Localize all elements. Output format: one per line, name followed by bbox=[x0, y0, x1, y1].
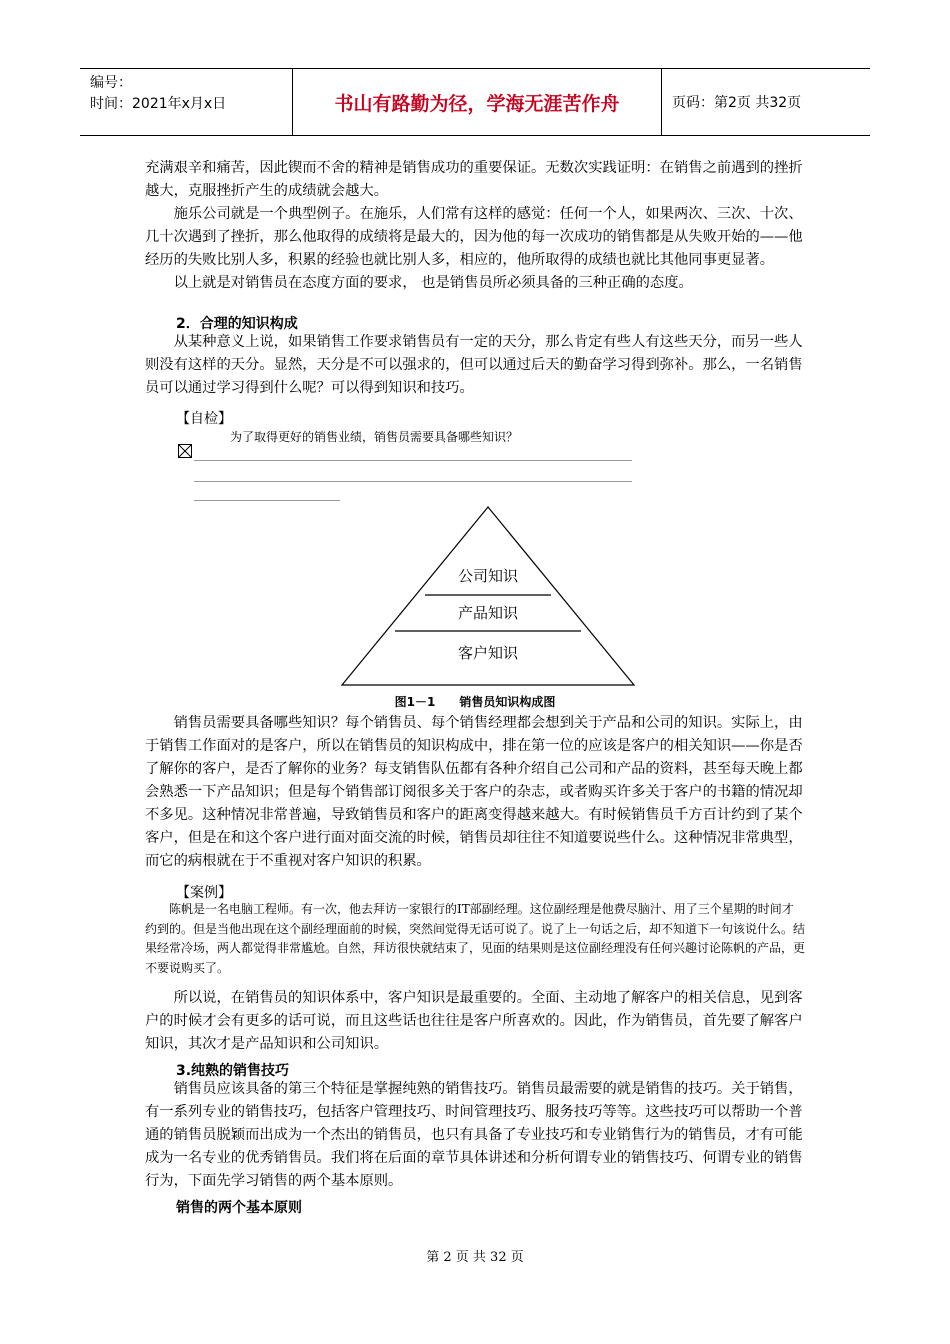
self-check-label: 【自检】 bbox=[176, 411, 232, 427]
paragraph-talent: 从某种意义上说，如果销售工作要求销售员有一定的天分，那么肯定有些人有这些天分，而另一些人则没有这样的天分。显然，天分是不可以强求的，但可以通过后天的勤奋学习得到弥补。那么，一名销售员可以通过学习得到什么呢？可以得到知识和技巧。 bbox=[145, 334, 803, 396]
subheading-two-principles: 销售的两个基本原则 bbox=[176, 1200, 302, 1216]
answer-line-2 bbox=[194, 481, 632, 482]
case-label: 【案例】 bbox=[176, 885, 232, 901]
answer-line-1 bbox=[194, 460, 632, 461]
section-heading-knowledge: 2．合理的知识构成 bbox=[176, 316, 298, 332]
header-time-label: 时间：2021年x月x日 bbox=[90, 96, 227, 112]
paragraph-xerox-example: 施乐公司就是一个典型例子。在施乐，人们常有这样的感觉：任何一个人，如果两次、三次、十次、几十次遇到了挫折，那么他取得的成绩将是最大的，因为他的每一次成功的销售都是从失败开始的——他经历的失败比别人多，积累的经验也就比别人多，相应的，他所取得的成绩也就比其他同事更显著。 bbox=[145, 206, 803, 268]
figure-caption: 图1－1 销售员知识构成图 bbox=[394, 695, 556, 709]
page-header bbox=[80, 68, 870, 136]
paragraph-sales-skills: 销售员应该具备的第三个特征是掌握纯熟的销售技巧。销售员最需要的就是销售的技巧。关于销售，有一系列专业的销售技巧，包括客户管理技巧、时间管理技巧、服务技巧等等。这些技巧可以帮助一个普通的销售员脱颖而出成为一个杰出的销售员，也只有具备了专业技巧和专业销售行为的销售员，才有可能成为一名专业的优秀销售员。我们将在后面的章节具体讲述和分析何谓专业的销售技巧、何谓专业的销售行为，下面先学习销售的两个基本原则。 bbox=[145, 1081, 803, 1189]
header-page-info: 页码：第2页 共32页 bbox=[672, 95, 802, 111]
paragraph-attitude-summary: 以上就是对销售员在态度方面的要求， 也是销售员所必须具备的三种正确的态度。 bbox=[173, 275, 693, 291]
paragraph-customer-knowledge: 销售员需要具备哪些知识？每个销售员、每个销售经理都会想到关于产品和公司的知识。实际上，由于销售工作面对的是客户，所以在销售员的知识构成中，排在第一位的应该是客户的相关知识——你是否了解你的客户，是否了解你的业务？每支销售队伍都有各种介绍自己公司和产品的资料，甚至每天晚上都会熟悉一下产品知识；但是每个销售部订阅很多关于客户的杂志，或者购买许多关于客户的书籍的情况却不多见。这种情况非常普遍，导致销售员和客户的距离变得越来越大。有时候销售员千方百计约到了某个客户，但是在和这个客户进行面对面交流的时候，销售员却往往不知道要说些什么。这种情况非常典型，而它的病根就在于不重视对客户知识的积累。 bbox=[145, 715, 803, 869]
section-heading-skills: 3.纯熟的销售技巧 bbox=[176, 1063, 290, 1079]
knowledge-pyramid bbox=[340, 505, 636, 687]
checkbox-icon bbox=[178, 444, 192, 458]
header-meta bbox=[80, 69, 293, 135]
self-check-question: 为了取得更好的销售业绩，销售员需要具备哪些知识？ bbox=[230, 430, 519, 444]
paragraph-knowledge-priority: 所以说，在销售员的知识体系中，客户知识是最重要的。全面、主动地了解客户的相关信息，见到客户的时候才会有更多的话可说，而且这些话也往往是客户所喜欢的。因此，作为销售员，首先要了解客户知识，其次才是产品知识和公司知识。 bbox=[145, 990, 803, 1052]
header-number-label: 编号： bbox=[90, 75, 132, 91]
pyramid-level-company: 公司知识 bbox=[457, 567, 519, 585]
page-footer: 第 2 页 共 32 页 bbox=[426, 1250, 524, 1265]
pyramid-level-customer: 客户知识 bbox=[457, 644, 519, 662]
pyramid-level-product: 产品知识 bbox=[457, 604, 519, 622]
answer-line-3 bbox=[194, 500, 340, 501]
paragraph-perseverance: 充满艰辛和痛苦，因此锲而不舍的精神是销售成功的重要保证。无数次实践证明：在销售之前遇到的挫折越大，克服挫折产生的成绩就会越大。 bbox=[145, 160, 803, 199]
header-motto: 书山有路勤为径，学海无涯苦作舟 bbox=[293, 69, 662, 135]
case-text: 陈帆是一名电脑工程师。有一次，他去拜访一家银行的IT部副经理。这位副经理是他费尽脑汁、用了三个星期的时间才约到的。但是当他出现在这个副经理面前的时候，突然间觉得无话可说了。说了上一句话之后，却不知道下一句该说什么。结果经常冷场，两人都觉得非常尴尬。自然，拜访很快就结束了，见面的结果则是这位副经理没有任何兴趣讨论陈帆的产品，更不要说购买了。 bbox=[145, 902, 806, 975]
